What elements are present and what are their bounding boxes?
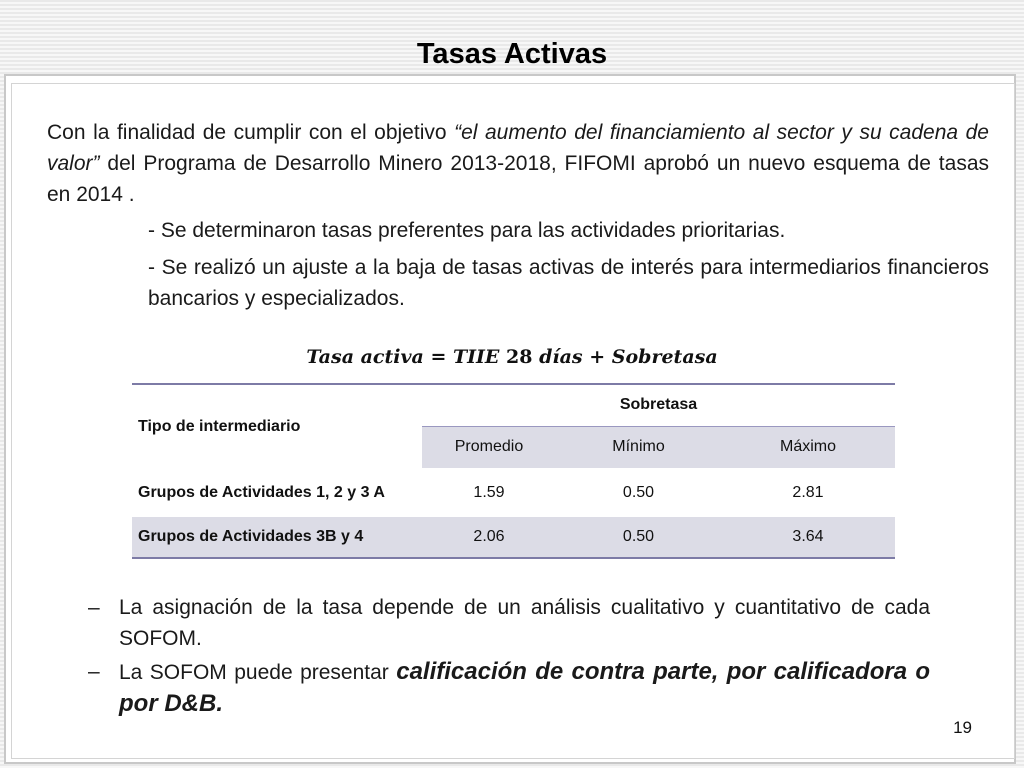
bullet-preferential-rates: - Se determinaron tasas preferentes para las actividades prioritarias. <box>148 219 786 242</box>
bullet-rate-adjustment: - Se realizó un ajuste a la baja de tasas activas de interés para intermediarios financieros bancarios y especializados. <box>148 256 989 310</box>
header-maximo: Máximo <box>721 426 895 468</box>
intro-lead: Con la finalidad de cumplir con el objetivo <box>47 121 455 144</box>
formula-lhs: Tasa activa <box>306 346 424 368</box>
row-label: Grupos de Actividades 1, 2 y 3 A <box>138 483 385 501</box>
header-sobretasa: Sobretasa <box>619 396 698 414</box>
note-lead: La SOFOM puede presentar <box>119 661 397 684</box>
header-promedio: Promedio <box>422 426 556 468</box>
formula-sobretasa: Sobretasa <box>611 346 718 368</box>
formula-number: 28 <box>506 346 533 368</box>
table-row <box>132 517 895 558</box>
note-item-analysis <box>88 592 930 654</box>
formula-tiie: TIIE <box>453 346 507 368</box>
note-text: La asignación de la tasa depende de un análisis cualitativo y cuantitativo de cada SOFOM. <box>119 596 930 650</box>
table-row <box>132 468 895 517</box>
page-number: 19 <box>953 718 972 737</box>
rate-formula <box>0 346 1024 368</box>
header-minimo: Mínimo <box>556 426 721 468</box>
intro-paragraph <box>47 117 989 210</box>
note-text <box>119 656 930 720</box>
cell-promedio: 2.06 <box>422 517 556 558</box>
dash-marker: – <box>88 660 100 683</box>
rates-table <box>132 383 895 559</box>
cell-maximo: 2.81 <box>792 483 824 501</box>
cell-minimo: 0.50 <box>622 483 655 501</box>
table-header-row <box>132 384 895 426</box>
note-item-rating <box>88 656 930 720</box>
slide-title: Tasas Activas <box>416 38 608 70</box>
formula-plus: + <box>582 346 612 368</box>
cell-minimo: 0.50 <box>556 517 721 558</box>
formula-equals: = <box>423 346 453 368</box>
cell-promedio: 1.59 <box>473 483 505 501</box>
row-label: Grupos de Actividades 3B y 4 <box>132 517 422 558</box>
cell-maximo: 3.64 <box>721 517 895 558</box>
intro-tail: del Programa de Desarrollo Minero 2013-2018, FIFOMI aprobó un nuevo esquema de tasas en 2014 . <box>47 152 989 206</box>
dash-marker: – <box>88 596 100 619</box>
formula-days: días <box>532 346 583 368</box>
intro-quote: “el aumento del financiamiento al sector y su cadena de valor” <box>47 121 989 175</box>
note-emphasis: calificación de contra parte, por calificadora o por D&B. <box>119 658 930 717</box>
header-tipo-intermediario: Tipo de intermediario <box>138 417 301 435</box>
